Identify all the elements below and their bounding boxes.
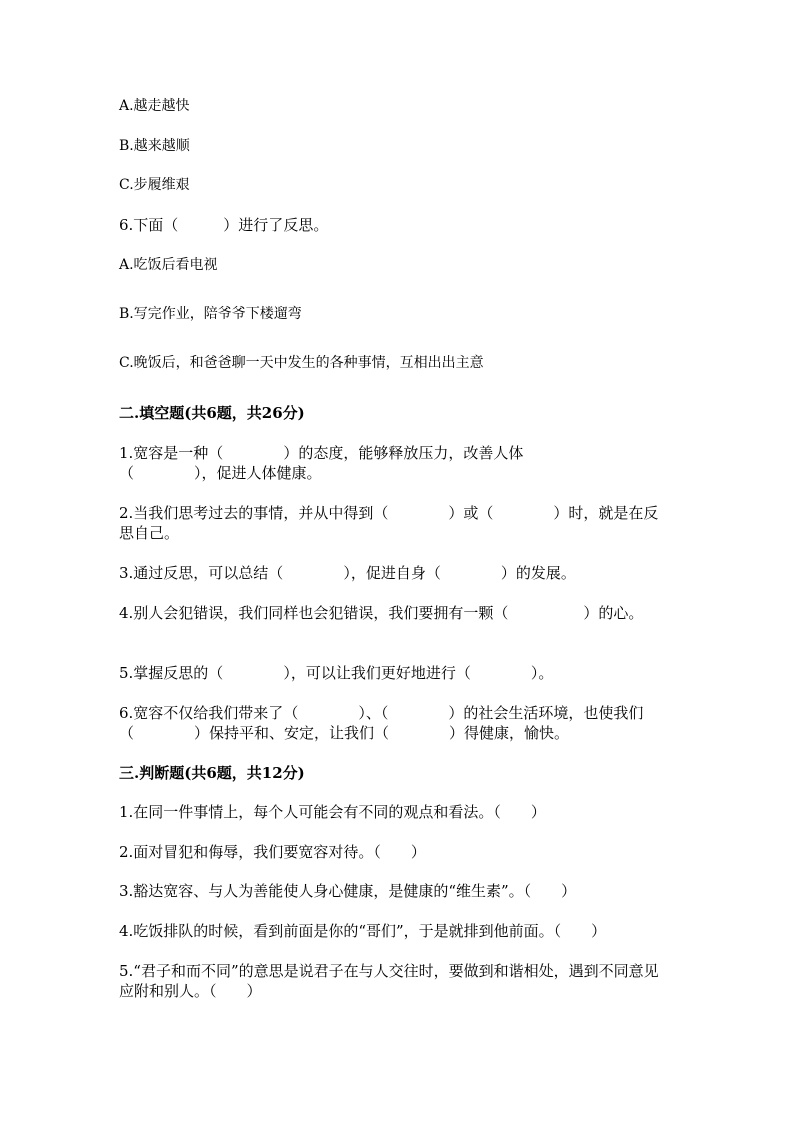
q6-option-a: A.吃饭后看电视 [119,257,218,273]
fill-q2: 2.当我们思考过去的事情，并从中得到（ ）或（ ）时，就是在反思自己。 [119,504,659,542]
fill-q4: 4.别人会犯错误，我们同样也会犯错误，我们要拥有一颗（ ）的心。 [119,604,644,622]
q5-option-c: C.步履维艰 [119,177,190,193]
q6-option-b: B.写完作业，陪爷爷下楼遛弯 [119,306,302,322]
judge-q5: 5.“君子和而不同”的意思是说君子在与人交往时，要做到和谐相处，遇到不同意见应附和别人。（ ） [119,962,659,1000]
fill-q3: 3.通过反思，可以总结（ ），促进自身（ ）的发展。 [119,564,576,582]
judge-q1: 1.在同一件事情上，每个人可能会有不同的观点和看法。（ ） [119,803,546,821]
fill-q1: 1.宽容是一种（ ）的态度，能够释放压力，改善人体（ ），促进人体健康。 [119,444,524,482]
judge-q3: 3.豁达宽容、与人为善能使人身心健康，是健康的“维生素”。（ ） [119,882,577,900]
judge-section-heading: 三.判断题(共6题，共12分) [119,764,305,782]
q5-option-b: B.越来越顺 [119,138,190,154]
choice-q6-stem: 6.下面（ ）进行了反思。 [119,216,329,234]
fill-section-heading: 二.填空题(共6题，共26分) [119,404,305,422]
q6-option-c: C.晚饭后，和爸爸聊一天中发生的各种事情，互相出出主意 [119,355,484,371]
q5-option-a: A.越走越快 [119,98,190,114]
judge-q4: 4.吃饭排队的时候，看到前面是你的“哥们”，于是就排到他前面。（ ） [119,922,607,940]
judge-q2: 2.面对冒犯和侮辱，我们要宽容对待。（ ） [119,843,426,861]
fill-q6: 6.宽容不仅给我们带来了（ ）、（ ）的社会生活环境，也使我们（ ）保持平和、安定，让我们（ ）得健康，愉快。 [119,704,644,742]
fill-q5: 5.掌握反思的（ ），可以让我们更好地进行（ ）。 [119,664,554,682]
